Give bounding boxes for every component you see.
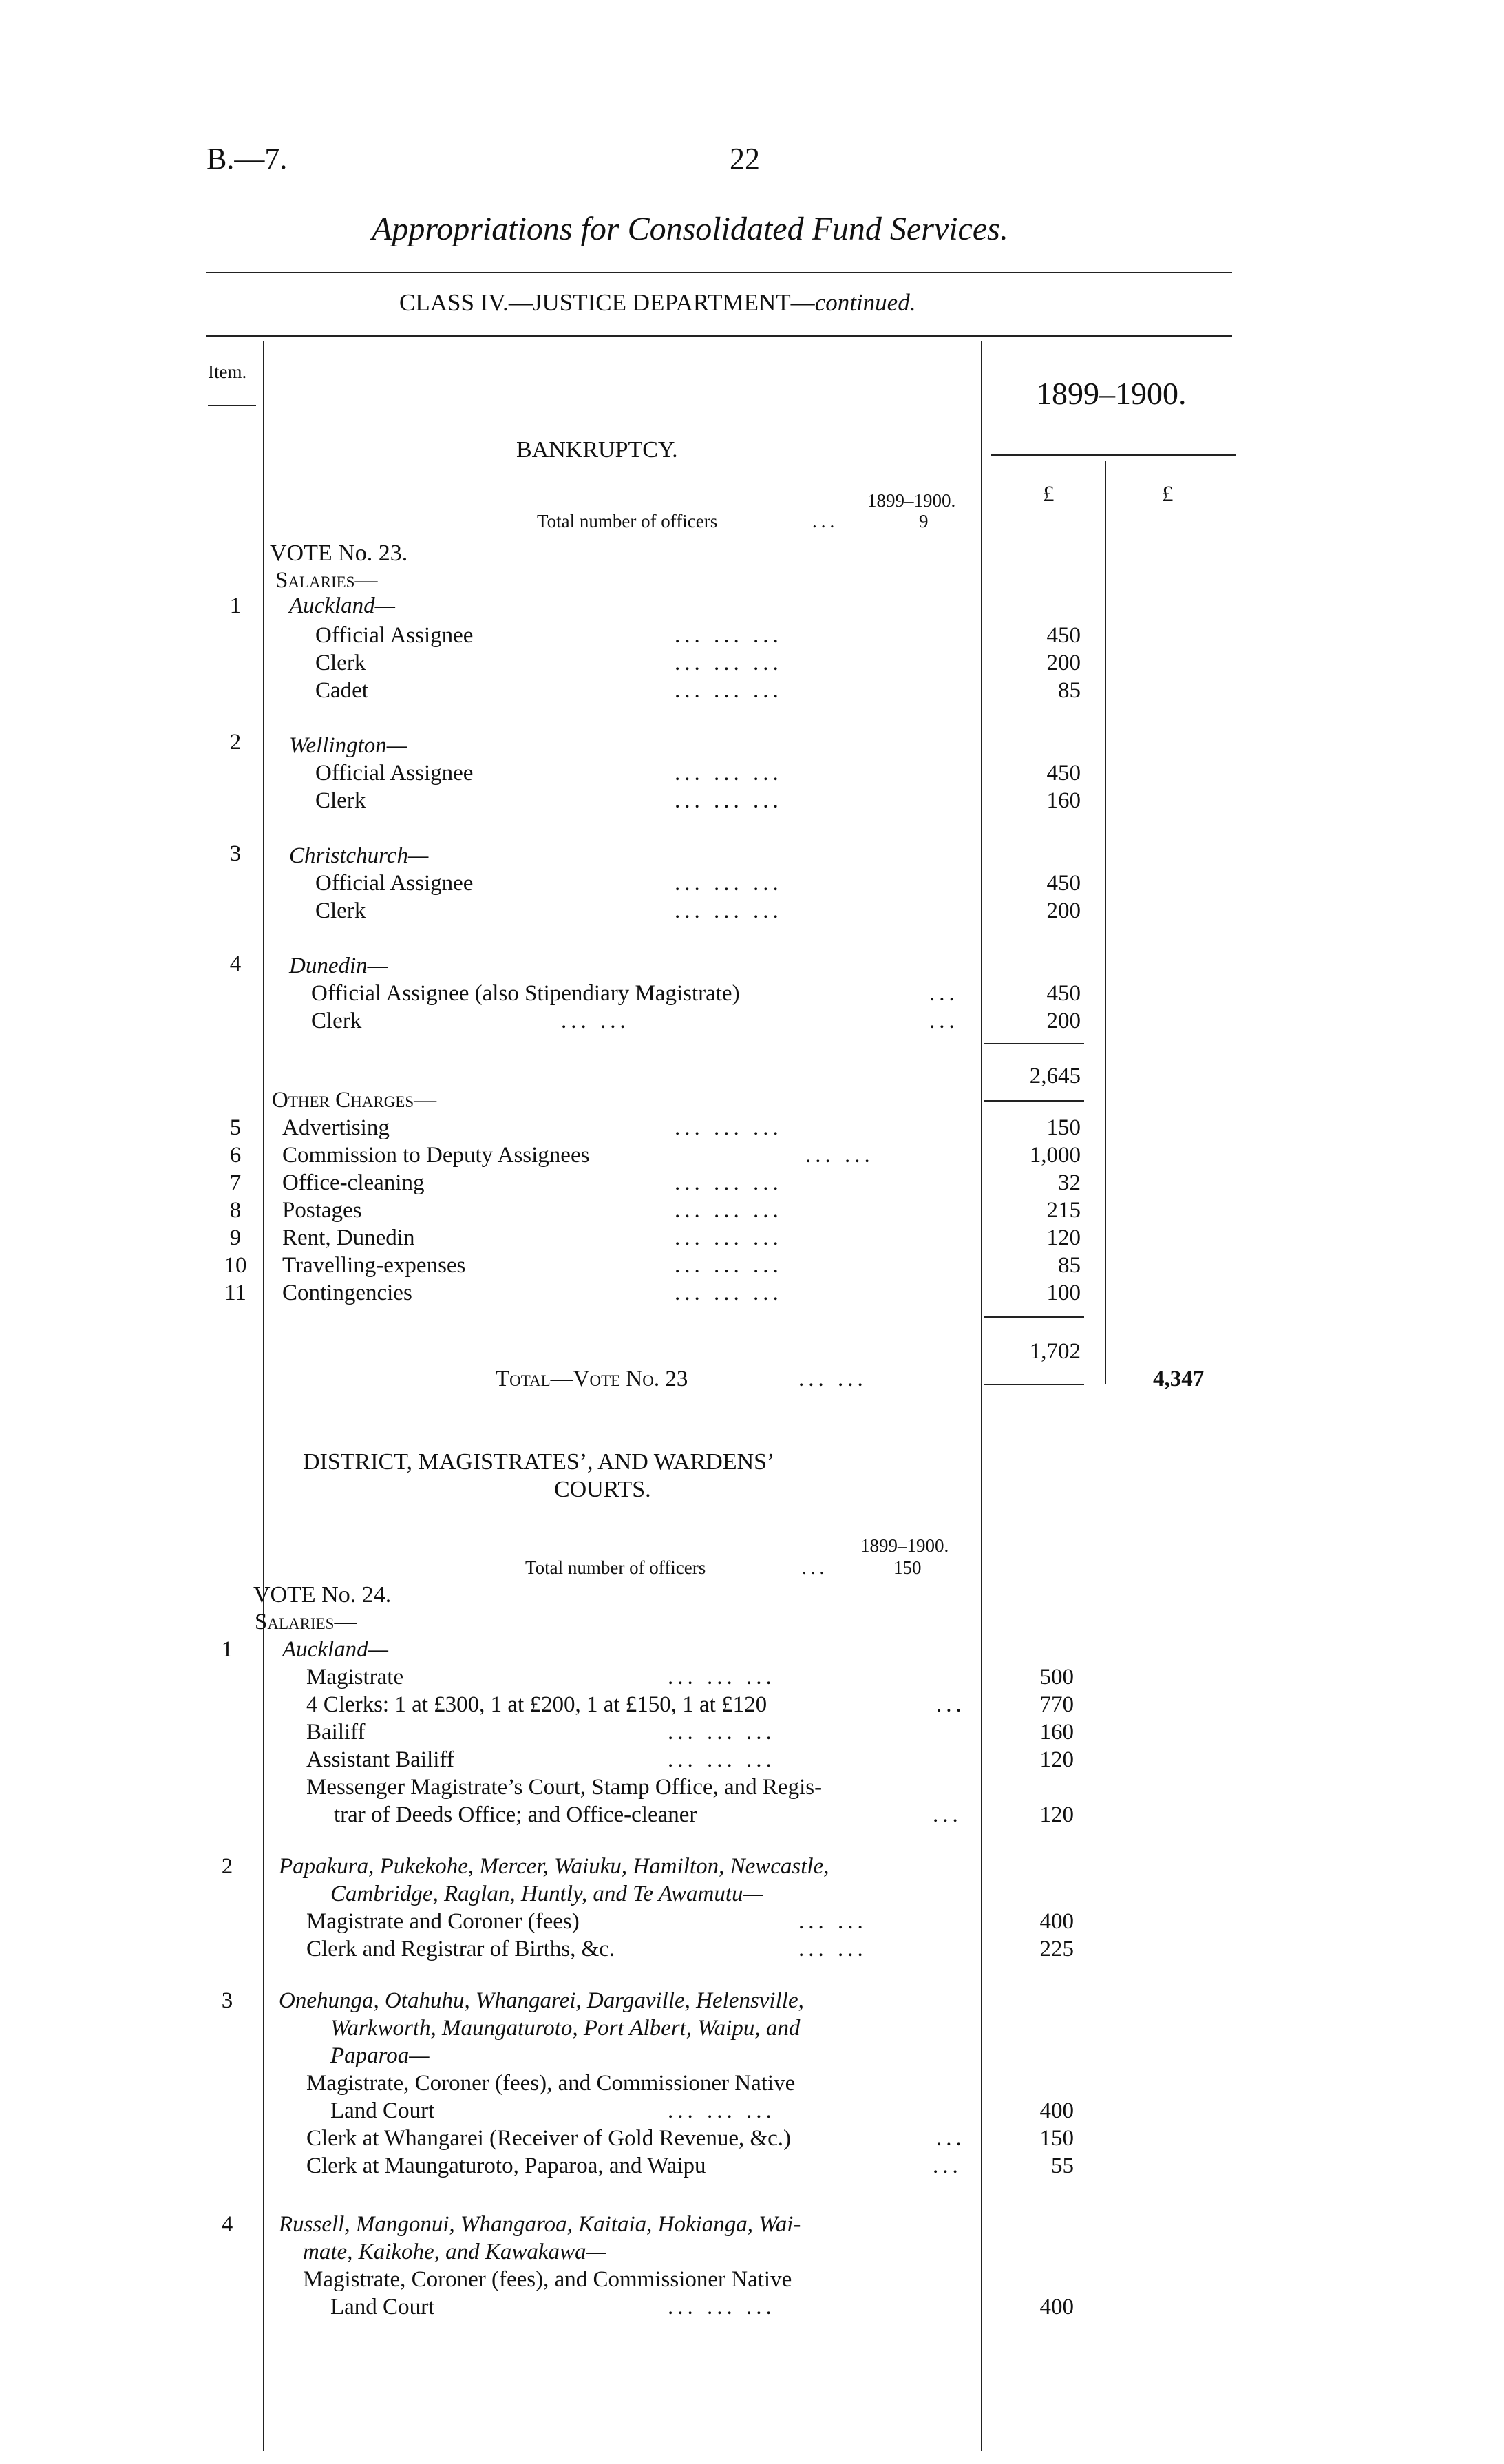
group3-heading-line3: Paparoa— bbox=[330, 2043, 430, 2068]
row-value: 450 bbox=[1046, 981, 1081, 1006]
row-label: Clerk at Maungaturoto, Paparoa, and Waipu bbox=[306, 2154, 706, 2178]
currency-col1: £ bbox=[1043, 482, 1055, 507]
row-label: Travelling-expenses bbox=[282, 1253, 466, 1278]
district-officers-count: 150 bbox=[893, 1557, 922, 1578]
row-label: Official Assignee bbox=[315, 761, 474, 786]
item-header-underline bbox=[208, 405, 256, 406]
dot-leader: ... bbox=[802, 1557, 829, 1578]
item-number: 2 bbox=[229, 730, 242, 755]
row-label: Clerk bbox=[315, 651, 366, 675]
row-value: 55 bbox=[1051, 2154, 1074, 2178]
item-number: 1 bbox=[229, 593, 242, 618]
dot-leader: ... ... bbox=[805, 1143, 874, 1168]
item-number: 4 bbox=[221, 2212, 233, 2237]
other-charges-heading: Other Charges— bbox=[272, 1088, 437, 1113]
dot-leader: ... ... ... bbox=[675, 1115, 783, 1140]
row-label: 4 Clerks: 1 at £300, 1 at £200, 1 at £150, 1 at £120 bbox=[306, 1692, 767, 1717]
group4-heading-line1: Russell, Mangonui, Whangaroa, Kaitaia, Hokianga, Wai- bbox=[279, 2212, 801, 2237]
salaries-heading: Salaries— bbox=[275, 568, 378, 593]
group3-heading-line2: Warkworth, Maungaturoto, Port Albert, Waipu, and bbox=[330, 2016, 801, 2041]
dot-leader: ... ... bbox=[798, 1909, 867, 1934]
messenger-line1: Messenger Magistrate’s Court, Stamp Office, and Regis- bbox=[306, 1775, 823, 1800]
item-number: 1 bbox=[221, 1637, 233, 1662]
vote-23-total-label: Total—Vote No. 23 bbox=[496, 1367, 688, 1391]
dot-leader: ... ... ... bbox=[668, 2098, 776, 2123]
year-header-underline bbox=[991, 454, 1236, 456]
row-value: 450 bbox=[1046, 761, 1081, 786]
row-value: 450 bbox=[1046, 871, 1081, 896]
dot-leader: ... ... ... bbox=[675, 871, 783, 896]
item-number: 3 bbox=[221, 1988, 233, 2013]
dot-leader: ... bbox=[933, 1802, 962, 1827]
dot-leader: ... ... ... bbox=[668, 1747, 776, 1772]
dot-leader: ... ... ... bbox=[675, 1253, 783, 1278]
district-officers-year: 1899–1900. bbox=[860, 1535, 949, 1556]
dot-leader: ... ... ... bbox=[675, 1281, 783, 1305]
district-heading-line2: COURTS. bbox=[554, 1477, 651, 1502]
item-number: 7 bbox=[229, 1170, 242, 1195]
row-value: 1,000 bbox=[1029, 1143, 1081, 1168]
row-value: 450 bbox=[1046, 623, 1081, 648]
item-number: 2 bbox=[221, 1854, 233, 1879]
subtotal-rule bbox=[984, 1384, 1084, 1385]
table-top-rule bbox=[206, 335, 1232, 337]
item-number: 4 bbox=[229, 951, 242, 976]
district-heading-line1: DISTRICT, MAGISTRATES’, AND WARDENS’ bbox=[303, 1449, 775, 1475]
total-column-rule bbox=[1105, 461, 1106, 1384]
group4-magistrate-line2: Land Court bbox=[330, 2295, 435, 2319]
row-label: Postages bbox=[282, 1198, 362, 1223]
bankruptcy-officers-label: Total number of officers bbox=[537, 511, 718, 531]
dot-leader: ... ... ... bbox=[675, 678, 783, 703]
dot-leader: ... ... ... bbox=[675, 1225, 783, 1250]
subtitle-continued: continued. bbox=[814, 289, 916, 316]
row-label: Magistrate and Coroner (fees) bbox=[306, 1909, 580, 1934]
dot-leader: ... ... ... bbox=[675, 623, 783, 648]
row-value: 770 bbox=[1039, 1692, 1074, 1717]
dot-leader: ... ... ... bbox=[668, 1665, 776, 1689]
row-label: Cadet bbox=[315, 678, 368, 703]
row-value: 160 bbox=[1046, 788, 1081, 813]
row-value: 200 bbox=[1046, 651, 1081, 675]
item-number: 11 bbox=[224, 1281, 246, 1305]
page-number: 22 bbox=[730, 142, 760, 176]
row-label: Official Assignee bbox=[315, 871, 474, 896]
subtotal-rule bbox=[984, 1043, 1084, 1044]
auckland-heading: Auckland— bbox=[282, 1637, 388, 1662]
dot-leader: ... ... ... bbox=[675, 898, 783, 923]
district-officers-label: Total number of officers bbox=[525, 1557, 706, 1578]
dot-leader: ... ... ... bbox=[675, 761, 783, 786]
row-label: Clerk bbox=[311, 1009, 362, 1033]
dunedin-heading: Dunedin— bbox=[289, 954, 388, 978]
dot-leader: ... ... bbox=[798, 1367, 867, 1391]
dot-leader: ... ... ... bbox=[668, 2295, 776, 2319]
row-value: 120 bbox=[1046, 1225, 1081, 1250]
bankruptcy-officers-year: 1899–1900. bbox=[867, 490, 956, 511]
dot-leader: ... bbox=[936, 2126, 966, 2151]
row-value: 225 bbox=[1039, 1937, 1074, 1961]
item-number: 6 bbox=[229, 1143, 242, 1168]
row-value: 200 bbox=[1046, 1009, 1081, 1033]
dot-leader: ... ... ... bbox=[675, 651, 783, 675]
row-value: 150 bbox=[1046, 1115, 1081, 1140]
group3-heading-line1: Onehunga, Otahuhu, Whangarei, Dargaville, Helensville, bbox=[279, 1988, 804, 2013]
row-value: 215 bbox=[1046, 1198, 1081, 1223]
row-label: Commission to Deputy Assignees bbox=[282, 1143, 590, 1168]
dot-leader: ... ... bbox=[798, 1937, 867, 1961]
row-label: Contingencies bbox=[282, 1281, 412, 1305]
dot-leader: ... ... ... bbox=[668, 1720, 776, 1745]
row-value: 160 bbox=[1039, 1720, 1074, 1745]
row-value: 85 bbox=[1058, 678, 1081, 703]
currency-col2: £ bbox=[1162, 482, 1174, 507]
row-value: 32 bbox=[1058, 1170, 1081, 1195]
row-value: 120 bbox=[1039, 1747, 1074, 1772]
vote-23-heading: VOTE No. 23. bbox=[270, 540, 408, 566]
row-label: Official Assignee (also Stipendiary Magistrate) bbox=[311, 981, 740, 1006]
subtitle-main: CLASS IV.—JUSTICE DEPARTMENT— bbox=[399, 289, 815, 316]
other-charges-subtotal: 1,702 bbox=[1029, 1339, 1081, 1364]
row-label: Bailiff bbox=[306, 1720, 366, 1745]
group3-magistrate-line2: Land Court bbox=[330, 2098, 435, 2123]
wellington-heading: Wellington— bbox=[289, 733, 407, 758]
row-label: Office-cleaning bbox=[282, 1170, 425, 1195]
row-value: 500 bbox=[1039, 1665, 1074, 1689]
row-label: Clerk and Registrar of Births, &c. bbox=[306, 1937, 615, 1961]
subtotal-rule bbox=[984, 1100, 1084, 1102]
group2-heading-line2: Cambridge, Raglan, Huntly, and Te Awamutu— bbox=[330, 1882, 763, 1906]
row-label: Clerk bbox=[315, 898, 366, 923]
bankruptcy-officers-count: 9 bbox=[919, 511, 929, 531]
group4-heading-line2: mate, Kaikohe, and Kawakawa— bbox=[303, 2240, 606, 2264]
row-value: 120 bbox=[1039, 1802, 1074, 1827]
dot-leader: ... ... ... bbox=[675, 1170, 783, 1195]
page-title: Appropriations for Consolidated Fund Services. bbox=[372, 211, 1008, 247]
vote-24-heading: VOTE No. 24. bbox=[253, 1582, 392, 1608]
page-ref: B.—7. bbox=[206, 142, 288, 176]
item-number: 3 bbox=[229, 841, 242, 866]
row-label: Magistrate bbox=[306, 1665, 404, 1689]
year-column-header: 1899–1900. bbox=[1036, 376, 1187, 411]
group4-magistrate-line1: Magistrate, Coroner (fees), and Commissioner Native bbox=[303, 2267, 792, 2292]
subtotal-rule bbox=[984, 1316, 1084, 1318]
group3-magistrate-line1: Magistrate, Coroner (fees), and Commissioner Native bbox=[306, 2071, 796, 2096]
vote-23-total: 4,347 bbox=[1153, 1367, 1205, 1391]
dot-leader: ... ... ... bbox=[675, 788, 783, 813]
messenger-line2: trar of Deeds Office; and Office-cleaner bbox=[334, 1802, 697, 1827]
row-label: Clerk at Whangarei (Receiver of Gold Revenue, &c.) bbox=[306, 2126, 792, 2151]
row-value: 100 bbox=[1046, 1281, 1081, 1305]
salaries-subtotal: 2,645 bbox=[1029, 1064, 1081, 1088]
row-value: 85 bbox=[1058, 1253, 1081, 1278]
row-label: Official Assignee bbox=[315, 623, 474, 648]
row-label: Clerk bbox=[315, 788, 366, 813]
dot-leader: ... bbox=[929, 981, 959, 1006]
item-column-rule bbox=[263, 341, 264, 2451]
item-number: 5 bbox=[229, 1115, 242, 1140]
class-subtitle bbox=[399, 289, 915, 317]
salaries-heading: Salaries— bbox=[255, 1610, 357, 1634]
auckland-heading: Auckland— bbox=[289, 593, 395, 618]
row-value: 400 bbox=[1039, 2098, 1074, 2123]
dot-leader: ... bbox=[812, 511, 839, 531]
row-value: 400 bbox=[1039, 2295, 1074, 2319]
row-value: 150 bbox=[1039, 2126, 1074, 2151]
bankruptcy-heading: BANKRUPTCY. bbox=[516, 437, 678, 463]
row-value: 400 bbox=[1039, 1909, 1074, 1934]
dot-leader: ... bbox=[933, 2154, 962, 2178]
dot-leader: ... ... ... bbox=[675, 1198, 783, 1223]
title-rule bbox=[206, 272, 1232, 273]
dot-leader: ... ... bbox=[561, 1009, 630, 1033]
christchurch-heading: Christchurch— bbox=[289, 843, 429, 868]
row-label: Advertising bbox=[282, 1115, 390, 1140]
dot-leader: ... bbox=[929, 1009, 959, 1033]
dot-leader: ... bbox=[936, 1692, 966, 1717]
row-value: 200 bbox=[1046, 898, 1081, 923]
item-column-header: Item. bbox=[208, 361, 247, 382]
item-number: 10 bbox=[224, 1253, 247, 1278]
row-label: Rent, Dunedin bbox=[282, 1225, 415, 1250]
item-number: 9 bbox=[229, 1225, 242, 1250]
row-label: Assistant Bailiff bbox=[306, 1747, 454, 1772]
group2-heading-line1: Papakura, Pukekohe, Mercer, Waiuku, Hamilton, Newcastle, bbox=[279, 1854, 829, 1879]
item-number: 8 bbox=[229, 1198, 242, 1223]
